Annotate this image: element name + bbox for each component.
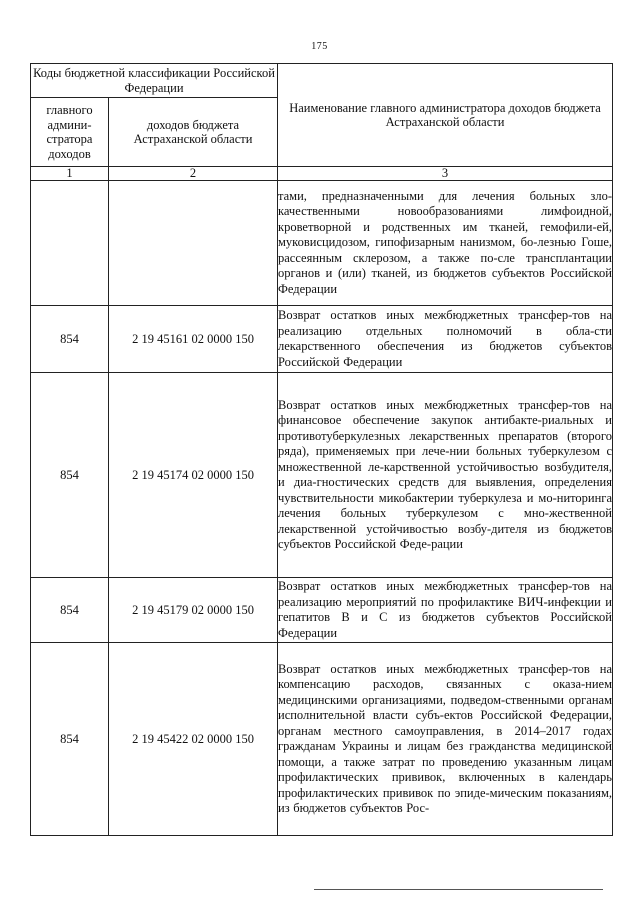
income-code-cell: 2 19 45179 02 0000 150	[109, 578, 278, 643]
bottom-rule	[314, 889, 603, 890]
column-number-row	[31, 167, 613, 181]
column-number-2: 2	[109, 167, 278, 181]
header-codes-group: Коды бюджетной классификации Российской Федерации	[31, 64, 278, 98]
income-name-cell: Возврат остатков иных межбюджетных трансфер-тов на финансовое обеспечение закупок антибакте-риальных и противотуберкулезных лекарственных препаратов (второго ряда), применяемых при лече-нии больных туберкулезом с множественной ле-карственной устойчивостью возбудителя, и диа-гностических средств для выявления, определения чувствительности микобактерии туберкулеза и мо-ниторинга лечения больных туберкулезом с мно-жественной лекарственной устойчивостью возбу-дителя из бюджетов субъектов Российской Феде-рации	[278, 373, 613, 578]
header-administrator-name: Наименование главного администратора доходов бюджета Астраханской области	[278, 64, 613, 167]
admin-code-cell: 854	[31, 578, 109, 643]
table-row	[31, 578, 613, 643]
income-code-cell: 2 19 45422 02 0000 150	[109, 643, 278, 836]
admin-code-cell	[31, 181, 109, 306]
admin-code-cell: 854	[31, 306, 109, 373]
income-code-cell: 2 19 45161 02 0000 150	[109, 306, 278, 373]
page-number: 175	[311, 41, 328, 52]
table-row	[31, 181, 613, 306]
column-number-3: 3	[278, 167, 613, 181]
table-row	[31, 643, 613, 836]
income-name-cell: Возврат остатков иных межбюджетных трансфер-тов на компенсацию расходов, связанных с оказа-нием медицинскими организациями, подведом-ственными органам исполнительной власти субъ-ектов Российской Федерации, органам местного самоуправления, в 2014–2017 годах гражданам Украины и лицам без гражданства медицинской помощи, а также затрат по проведению указанным лицам профилактических прививок, включенных в календарь профилактических прививок по эпиде-мическим показаниям, из бюджетов субъектов Рос-	[278, 643, 613, 836]
admin-code-cell: 854	[31, 373, 109, 578]
header-main-administrator: главного админи-стратора доходов	[31, 98, 109, 167]
income-name-cell: Возврат остатков иных межбюджетных трансфер-тов на реализацию отдельных полномочий в обла-сти лекарственного обеспечения из бюджетов субъектов Российской Федерации	[278, 306, 613, 373]
income-code-cell: 2 19 45174 02 0000 150	[109, 373, 278, 578]
income-name-cell: Возврат остатков иных межбюджетных трансфер-тов на реализацию мероприятий по профилактике ВИЧ-инфекции и гепатитов B и C из бюджетов субъектов Российской Федерации	[278, 578, 613, 643]
column-number-1: 1	[31, 167, 109, 181]
table-row	[31, 373, 613, 578]
header-income-code: доходов бюджета Астраханской области	[109, 98, 278, 167]
income-name-cell: тами, предназначенными для лечения больных зло-качественными новообразованиями лимфоидной, кроветворной и родственных им тканей, гемофили-ей, муковисцидозом, гипофизарным нанизмом, бо-лезнью Гоше, рассеянным склерозом, а также по-сле трансплантации органов и (или) тканей, из бюджетов субъектов Российской Федерации	[278, 181, 613, 306]
admin-code-cell: 854	[31, 643, 109, 836]
table-row	[31, 306, 613, 373]
income-code-cell	[109, 181, 278, 306]
budget-classification-table	[30, 63, 613, 836]
